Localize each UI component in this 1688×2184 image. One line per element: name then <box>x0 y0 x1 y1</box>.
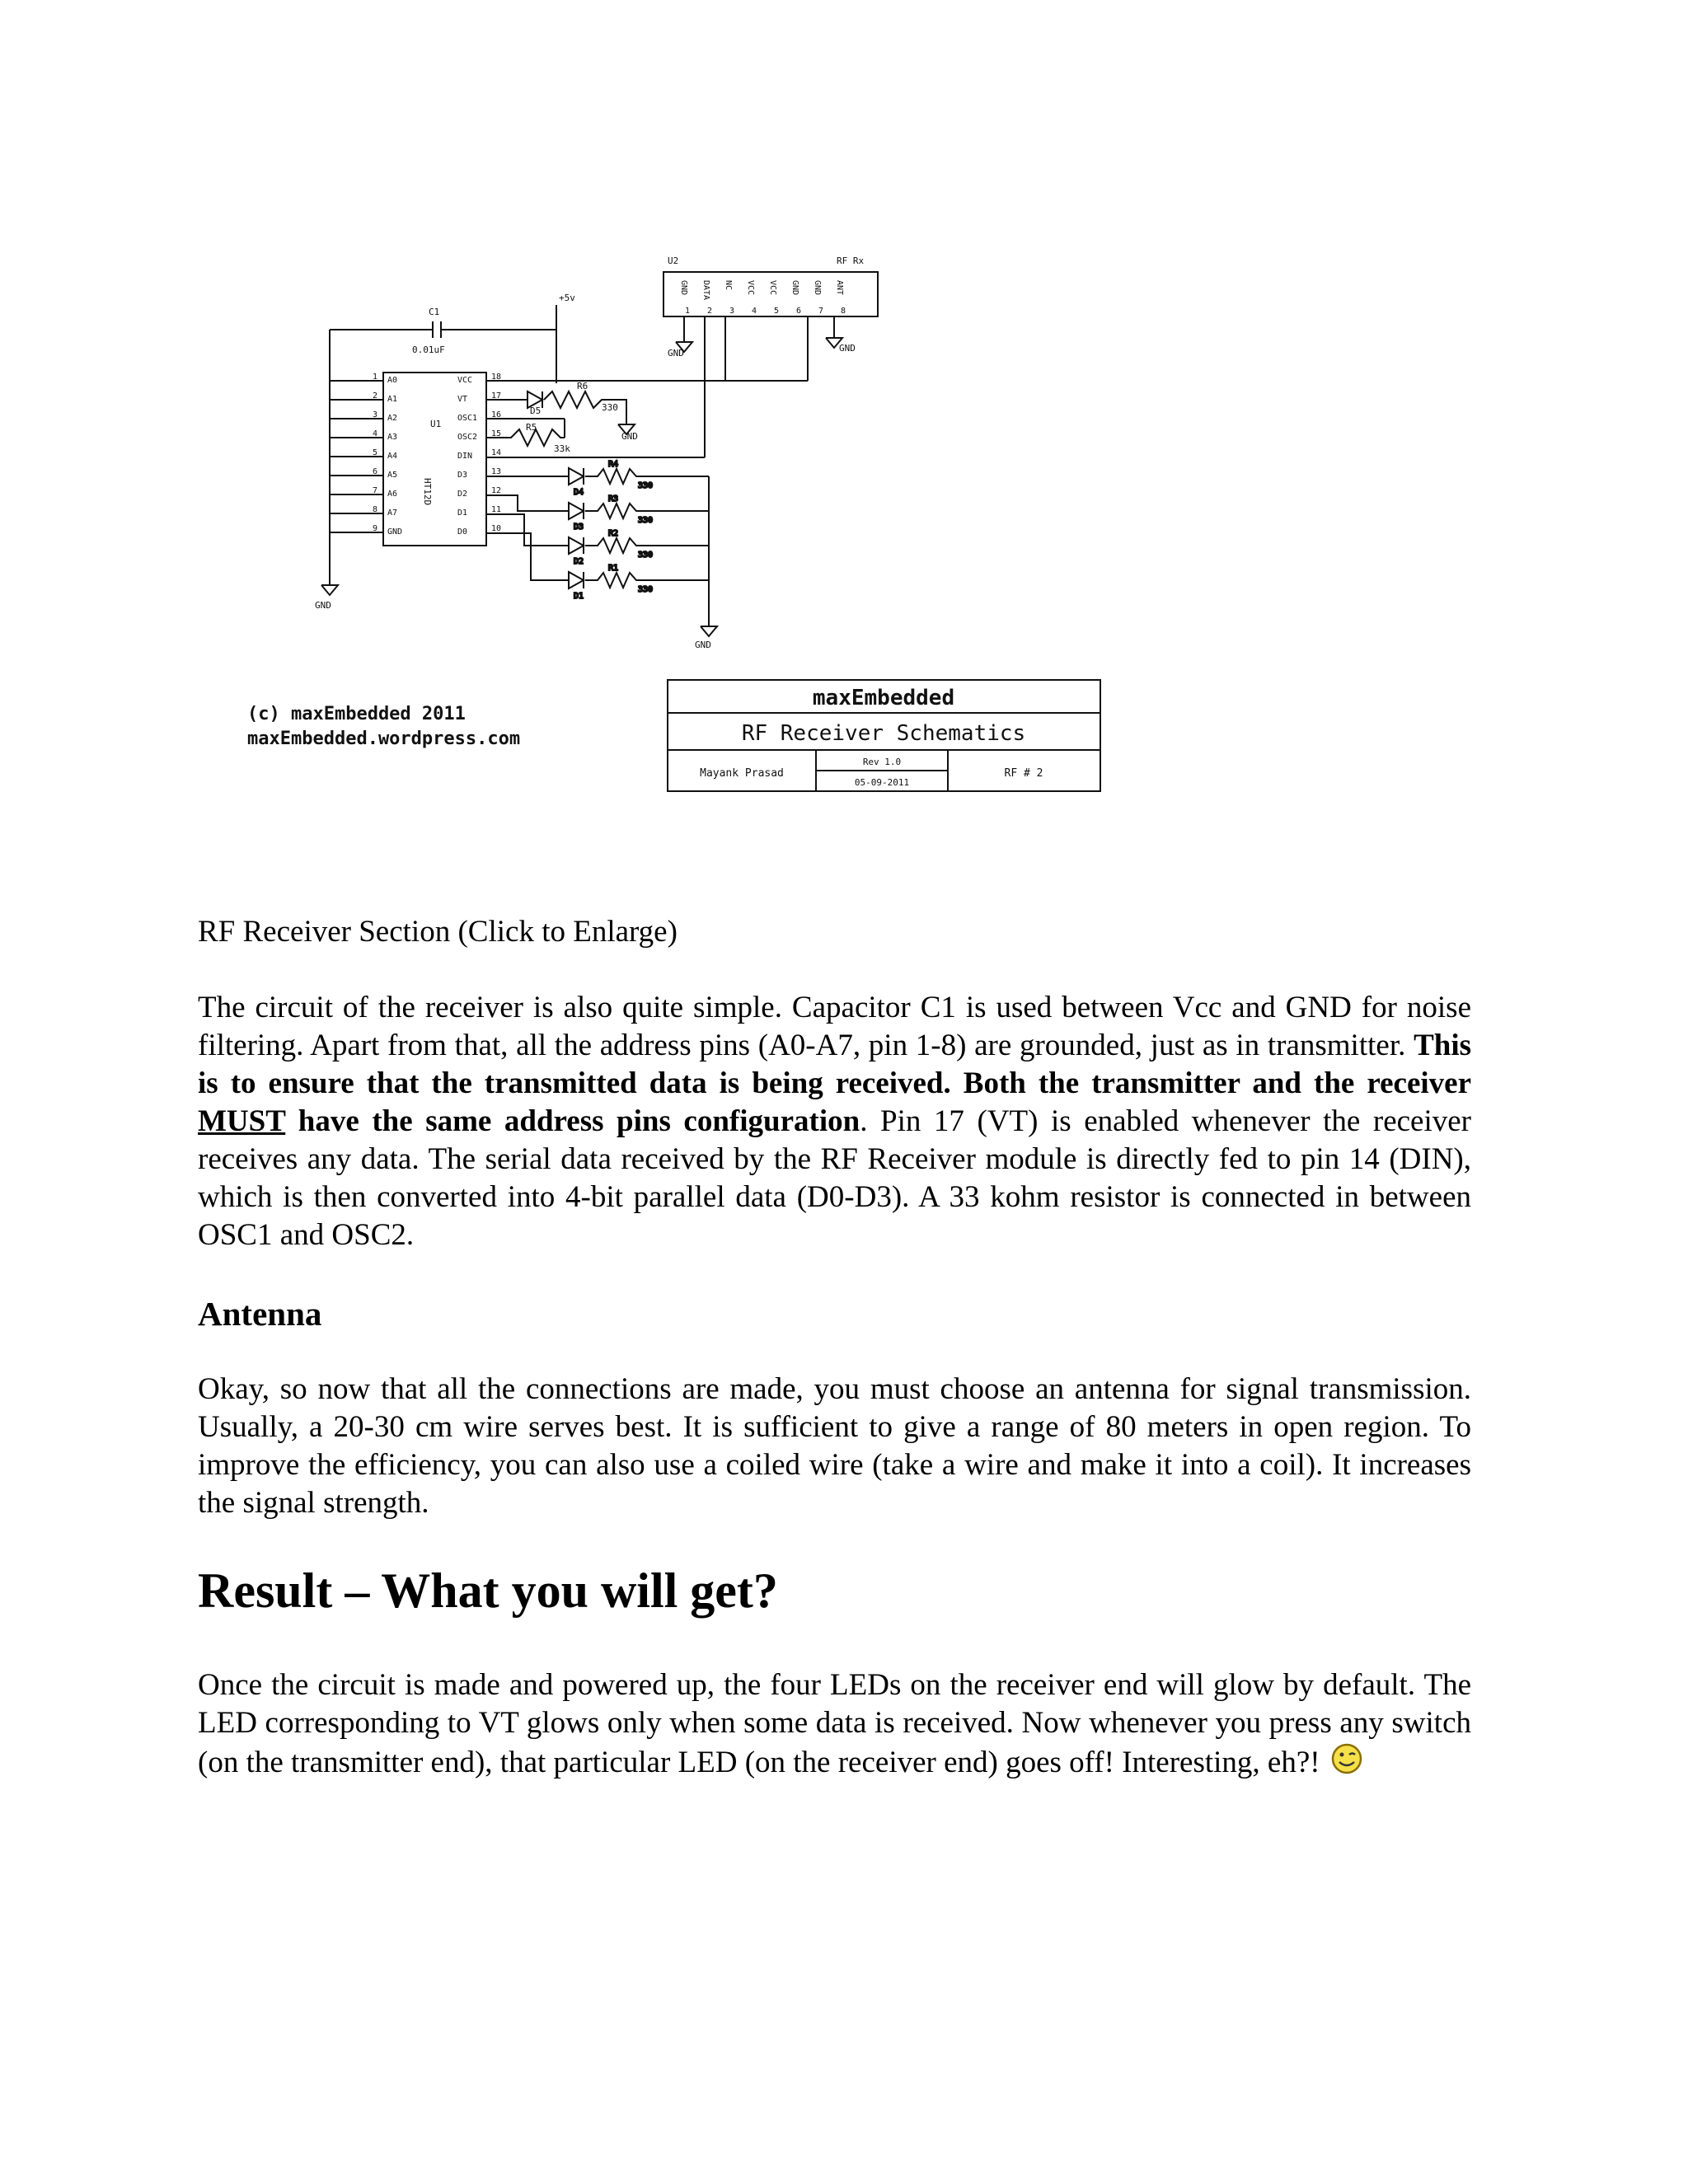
u1-left-pin-number: 9 <box>373 524 378 533</box>
led-label: D1 <box>574 592 584 601</box>
u1-left-pin-name: A7 <box>387 509 398 518</box>
c1-label: C1 <box>429 307 440 317</box>
u1-right-pin-number: 11 <box>491 505 502 514</box>
u1-right-pin-name: OSC2 <box>457 433 478 442</box>
u1-part-label: HT12D <box>422 478 433 506</box>
led-feed-wire <box>486 533 569 580</box>
title-block-title: RF Receiver Schematics <box>741 721 1026 746</box>
r6-value: 330 <box>602 402 618 413</box>
u2-pin-number: 4 <box>752 307 757 316</box>
title-block-sheet: RF # 2 <box>1004 767 1043 780</box>
led-label: D2 <box>574 557 584 566</box>
copyright-line1: (c) maxEmbedded 2011 <box>247 704 466 724</box>
d5-label: D5 <box>530 405 542 416</box>
led-label: D3 <box>574 523 584 532</box>
c1-value-label: 0.01uF <box>412 344 445 355</box>
r6-label: R6 <box>577 381 588 391</box>
led-label: D4 <box>574 488 584 497</box>
u1-left-pin-name: A3 <box>387 433 398 442</box>
resistor-label: R4 <box>608 460 619 469</box>
u2-pin-number: 5 <box>774 307 780 316</box>
u1-right-pin-name: OSC1 <box>457 414 478 423</box>
r5-label: R5 <box>526 422 537 433</box>
u1-left-pin-name: A2 <box>387 414 398 423</box>
u1-left-pin-number: 2 <box>373 391 378 401</box>
led-diode-d2 <box>569 537 584 554</box>
resistor-label: R2 <box>608 529 619 538</box>
u1-left-pin-name: GND <box>387 527 403 537</box>
title-block-rev: Rev 1.0 <box>862 757 902 767</box>
u1-left-pin-name: A5 <box>387 471 398 480</box>
u2-pin-name: GND <box>790 280 799 296</box>
u1-right-pin-number: 17 <box>491 391 502 401</box>
antenna-paragraph: Okay, so now that all the connections are made, you must choose an antenna for signal transmission. Usually, a 20-30 cm wire serves best. It is sufficient to give a range of 80 meters in open region. To improve the efficiency, you can also use a coiled wire (take a wire and make it into a coil). It increases the signal strength. <box>198 1372 1471 1520</box>
u2-pin-number: 2 <box>707 307 713 316</box>
u1-left-pin-number: 1 <box>373 373 378 382</box>
u1-right-pin-number: 15 <box>491 429 502 438</box>
u1-left-pin-number: 8 <box>373 505 378 514</box>
u2-pin-name: ANT <box>835 280 844 296</box>
title-block-author: Mayank Prasad <box>700 767 784 780</box>
resistor-value: 330 <box>638 516 654 525</box>
receiver-description <box>198 989 1471 1254</box>
u1-right-pin-name: VCC <box>457 376 473 385</box>
u1-right-pin-number: 18 <box>491 373 502 382</box>
resistor-label: R1 <box>608 564 619 573</box>
u1-right-pin-number: 14 <box>491 448 502 457</box>
antenna-heading: Antenna <box>198 1295 322 1333</box>
u1-left-pin-name: A4 <box>387 452 398 461</box>
result-paragraph: Once the circuit is made and powered up, the four LEDs on the receiver end will glow by default. The LED corresponding to VT glows only when some data is received. Now whenever you press any switch (on the transmitter end), that particular LED (on the receiver end) goes off! Interesting, eh?! <box>198 1668 1471 1779</box>
u2-pin-number: 7 <box>818 307 824 316</box>
gnd-label-vt: GND <box>621 431 638 442</box>
intro-must: MUST <box>198 1104 286 1138</box>
u1-left-pin-number: 7 <box>373 486 378 495</box>
intro-text-2: . Pin 17 (VT) is enabled whenever the receiver receives any data. The serial data received by the RF Receiver module is directly fed to pin 14 (DIN), which is then converted into 4-bit parallel data (D0-D3). A 33 kohm resistor is connected in between OSC1 and OSC2. <box>198 1104 1471 1252</box>
intro-text-1: The circuit of the receiver is also quite simple. Capacitor C1 is used between Vcc and GND for noise filtering. Apart from that, all the address pins (A0-A7, pin 1-8) are grounded, just as in transmitter. <box>198 991 1471 1062</box>
rf-rx-label: RF Rx <box>837 255 865 266</box>
u2-pin-number: 1 <box>685 307 691 316</box>
u1-left-pin-name: A1 <box>387 395 398 404</box>
antenna-text <box>198 1371 1471 1522</box>
u1-right-pin-name: VT <box>457 395 468 404</box>
resistor-label: R3 <box>608 494 619 504</box>
u1-right-pin-name: D1 <box>457 509 468 518</box>
led-diode-d1 <box>569 572 584 588</box>
u2-pin-name: NC <box>724 280 733 291</box>
led-diode-d4 <box>569 468 584 485</box>
u1-left-pin-name: A0 <box>387 376 398 385</box>
result-text <box>198 1666 1471 1785</box>
gnd-label-u2: GND <box>668 348 684 359</box>
title-block-date: 05-09-2011 <box>854 777 910 788</box>
u2-pin-number: 6 <box>796 307 802 316</box>
rf-receiver-schematic[interactable] <box>247 239 1121 816</box>
u1-left-pin-number: 4 <box>373 429 378 438</box>
u2-pin-name: VCC <box>746 280 755 296</box>
gnd-label-ant: GND <box>839 343 856 354</box>
u1-right-pin-number: 16 <box>491 410 502 419</box>
winking-smiley-icon <box>1330 1742 1363 1785</box>
u1-left-pin-number: 5 <box>373 448 378 457</box>
gnd-label-left: GND <box>315 600 331 611</box>
result-heading: Result – What you will get? <box>198 1563 778 1618</box>
u2-pin-number: 8 <box>841 307 846 316</box>
intro-bold-1: This is to ensure that the transmitted data is being received. Both the transmitter and the receiver <box>198 1029 1471 1100</box>
resistor-value: 330 <box>638 551 654 560</box>
u1-left-pin-number: 6 <box>373 467 378 476</box>
figure-caption[interactable]: RF Receiver Section (Click to Enlarge) <box>198 915 678 949</box>
u2-pin-number: 3 <box>729 307 735 316</box>
u2-label: U2 <box>668 255 679 266</box>
led-diode-d3 <box>569 503 584 519</box>
u1-right-pin-name: D2 <box>457 490 468 499</box>
copyright-line2: maxEmbedded.wordpress.com <box>247 729 521 749</box>
resistor-value: 330 <box>638 481 654 490</box>
intro-bold-2: have the same address pins configuration <box>285 1104 860 1138</box>
u1-label: U1 <box>430 419 442 429</box>
u2-pin-name: DATA <box>701 280 710 301</box>
title-block-company: maxEmbedded <box>812 686 955 710</box>
u1-right-pin-number: 13 <box>491 467 502 476</box>
u1-right-pin-name: D3 <box>457 471 468 480</box>
gnd-label-out: GND <box>695 640 711 650</box>
u1-left-pin-number: 3 <box>373 410 378 419</box>
r5-value: 33k <box>554 443 570 454</box>
u1-right-pin-number: 10 <box>491 524 502 533</box>
vcc-supply-label: +5v <box>559 293 575 303</box>
u1-left-pin-name: A6 <box>387 490 398 499</box>
u1-right-pin-name: D0 <box>457 527 468 537</box>
u1-right-pin-number: 12 <box>491 486 502 495</box>
u1-right-pin-name: DIN <box>457 452 473 461</box>
resistor-value: 330 <box>638 585 654 594</box>
u2-pin-name: GND <box>813 280 822 296</box>
u2-pin-name: VCC <box>768 280 777 296</box>
u2-pin-name: GND <box>679 280 688 296</box>
